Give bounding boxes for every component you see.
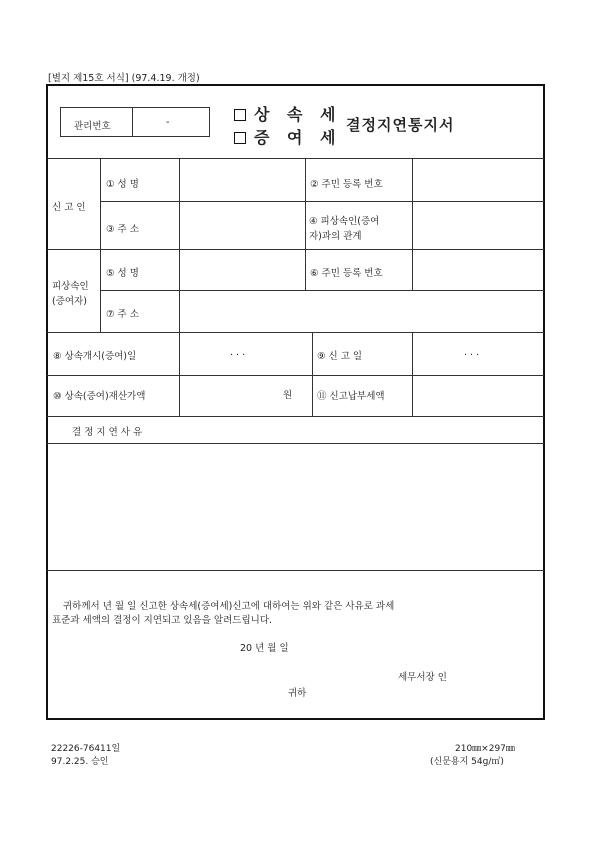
property-value-label: ⑩ 상속(증여)재산가액 bbox=[53, 391, 146, 402]
decedent-address-field[interactable] bbox=[180, 291, 543, 331]
gift-tax-label: 증 여 세 bbox=[254, 128, 342, 147]
reporter-id-label: ② 주민 등록 번호 bbox=[310, 179, 383, 190]
property-value-field[interactable] bbox=[180, 376, 311, 415]
delay-reason-field[interactable] bbox=[48, 444, 543, 569]
decedent-group-label-1: 피상속인 bbox=[52, 281, 89, 292]
notice-date: 20 년 월 일 bbox=[240, 643, 289, 654]
delay-reason-label: 결 정 지 연 사 유 bbox=[72, 427, 143, 438]
tax-office-signature: 세무서장 인 bbox=[398, 672, 447, 683]
decedent-id-field[interactable] bbox=[413, 250, 543, 289]
property-value-unit: 원 bbox=[283, 390, 293, 401]
decedent-id-label: ⑥ 주민 등록 번호 bbox=[310, 268, 383, 279]
reporter-group-label: 신 고 인 bbox=[52, 202, 86, 213]
tax-type-inheritance[interactable] bbox=[234, 102, 342, 125]
reporter-relation-label-1: ④ 피상속인(증여 bbox=[309, 216, 380, 227]
inheritance-tax-label: 상 속 세 bbox=[254, 105, 342, 124]
footer-paper-size: 210㎜×297㎜ bbox=[455, 744, 515, 754]
tax-type-gift[interactable] bbox=[234, 125, 342, 148]
reporter-relation-label-2: 자)과의 관계 bbox=[309, 231, 362, 242]
reporter-relation-field[interactable] bbox=[413, 202, 543, 248]
report-date-value[interactable]: . . . bbox=[464, 347, 480, 358]
footer-approval-date: 97.2.25. 승인 bbox=[51, 757, 109, 767]
start-date-label: ⑧ 상속개시(증여)일 bbox=[53, 351, 137, 362]
report-date-label: ⑨ 신 고 일 bbox=[317, 351, 363, 362]
decedent-group-label-2: (증여자) bbox=[52, 296, 87, 307]
start-date-value[interactable]: . . . bbox=[230, 347, 246, 358]
notice-line-2: 표준과 세액의 결정이 지연되고 있음을 알려드립니다. bbox=[52, 615, 273, 626]
reporter-name-label: ① 성 명 bbox=[106, 179, 139, 190]
decedent-address-label: ⑦ 주 소 bbox=[106, 309, 139, 320]
tax-amount-field[interactable] bbox=[413, 376, 543, 415]
decedent-name-label: ⑤ 성 명 bbox=[106, 268, 139, 279]
reporter-address-field[interactable] bbox=[180, 202, 304, 248]
mgmt-number-label: 관리번호 bbox=[74, 121, 111, 132]
footer-approval-number: 22226-76411일 bbox=[51, 744, 121, 754]
checkbox-icon[interactable] bbox=[234, 109, 246, 121]
form-number-note: [별지 제15호 서식] (97.4.19. 개정) bbox=[48, 73, 200, 84]
checkbox-icon[interactable] bbox=[234, 132, 246, 144]
reporter-id-field[interactable] bbox=[413, 159, 543, 200]
form-title: 결정지연통지서 bbox=[346, 116, 455, 134]
tax-amount-label: ⑪ 신고납부세액 bbox=[317, 391, 385, 402]
footer-paper-type: (신문용지 54g/㎡) bbox=[430, 757, 504, 767]
addressee: 귀하 bbox=[288, 688, 307, 699]
reporter-address-label: ③ 주 소 bbox=[106, 224, 139, 235]
decedent-name-field[interactable] bbox=[180, 250, 304, 289]
reporter-name-field[interactable] bbox=[180, 159, 304, 200]
notice-line-1: 귀하께서 년 월 일 신고한 상속세(증여세)신고에 대하여는 위와 같은 사유로 과세 bbox=[63, 601, 395, 612]
mgmt-number-value[interactable]: - bbox=[166, 117, 170, 128]
